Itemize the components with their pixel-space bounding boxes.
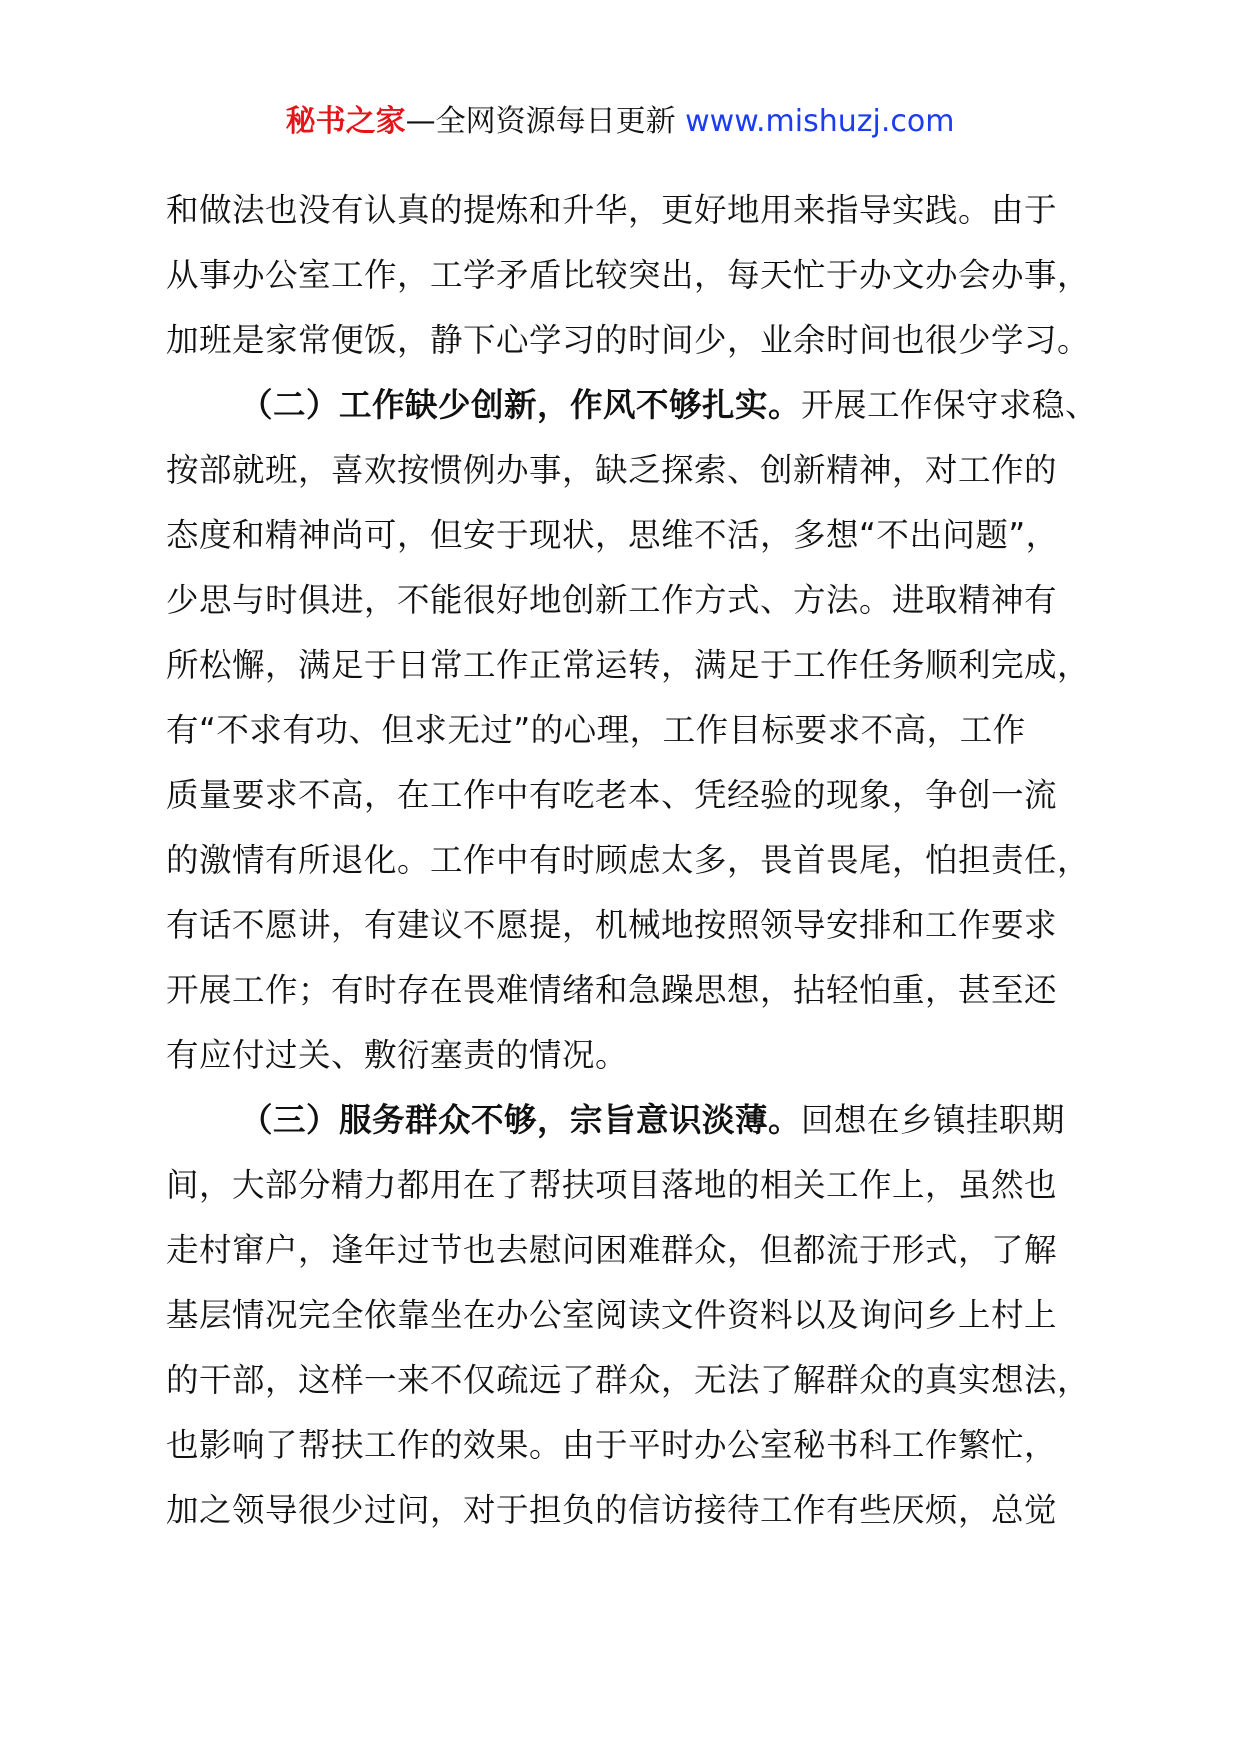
text-line: 加之领导很少过问，对于担负的信访接待工作有些厌烦，总觉 — [166, 1491, 1058, 1529]
text-line: 也影响了帮扶工作的效果。由于平时办公室秘书科工作繁忙， — [166, 1426, 1058, 1464]
text-line: 有应付过关、敷衍塞责的情况。 — [166, 1036, 629, 1074]
document-body — [166, 178, 1099, 1543]
text-line: 从事办公室工作，工学矛盾比较突出，每天忙于办文办会办事， — [166, 256, 1091, 294]
text-line: 的激情有所退化。工作中有时顾虑太多，畏首畏尾，怕担责任， — [166, 841, 1091, 879]
text-line: 加班是家常便饭，静下心学习的时间少，业余时间也很少学习。 — [166, 321, 1091, 359]
text-line: 走村窜户，逢年过节也去慰问困难群众，但都流于形式，了解 — [166, 1231, 1058, 1269]
text-line: 和做法也没有认真的提炼和升华，更好地用来指导实践。由于 — [166, 191, 1058, 229]
text-line: 所松懈，满足于日常工作正常运转，满足于工作任务顺利完成， — [166, 646, 1091, 684]
site-url-link[interactable]: www.mishuzj.com — [685, 104, 955, 139]
brand-name: 秘书之家 — [285, 104, 406, 139]
section-heading: （三）服务群众不够，宗旨意识淡薄。 — [240, 1101, 802, 1139]
text-line: 按部就班，喜欢按惯例办事，缺乏探索、创新精神，对工作的 — [166, 451, 1058, 489]
text-line: 基层情况完全依靠坐在办公室阅读文件资料以及询问乡上村上 — [166, 1296, 1058, 1334]
text-line: 开展工作；有时存在畏难情绪和急躁思想，拈轻怕重，甚至还 — [166, 971, 1058, 1009]
text-line: 少思与时俱进，不能很好地创新工作方式、方法。进取精神有 — [166, 581, 1058, 619]
site-header — [0, 100, 1240, 144]
text-line: 质量要求不高，在工作中有吃老本、凭经验的现象，争创一流 — [166, 776, 1058, 814]
section-heading-line: （三）服务群众不够，宗旨意识淡薄。回想在乡镇挂职期 — [240, 1101, 1066, 1139]
header-tagline: —全网资源每日更新 — [405, 104, 686, 139]
section-heading: （二）工作缺少创新，作风不够扎实。 — [240, 386, 802, 424]
text-line: 有“不求有功、但求无过”的心理，工作目标要求不高，工作 — [166, 711, 1026, 749]
text-line: 态度和精神尚可，但安于现状，思维不活，多想“不出问题”， — [166, 516, 1059, 554]
text-line: 有话不愿讲，有建议不愿提，机械地按照领导安排和工作要求 — [166, 906, 1058, 944]
text-line: 的干部，这样一来不仅疏远了群众，无法了解群众的真实想法， — [166, 1361, 1091, 1399]
section-heading-line: （二）工作缺少创新，作风不够扎实。开展工作保守求稳、 — [240, 386, 1099, 424]
text-line: 间，大部分精力都用在了帮扶项目落地的相关工作上，虽然也 — [166, 1166, 1058, 1204]
